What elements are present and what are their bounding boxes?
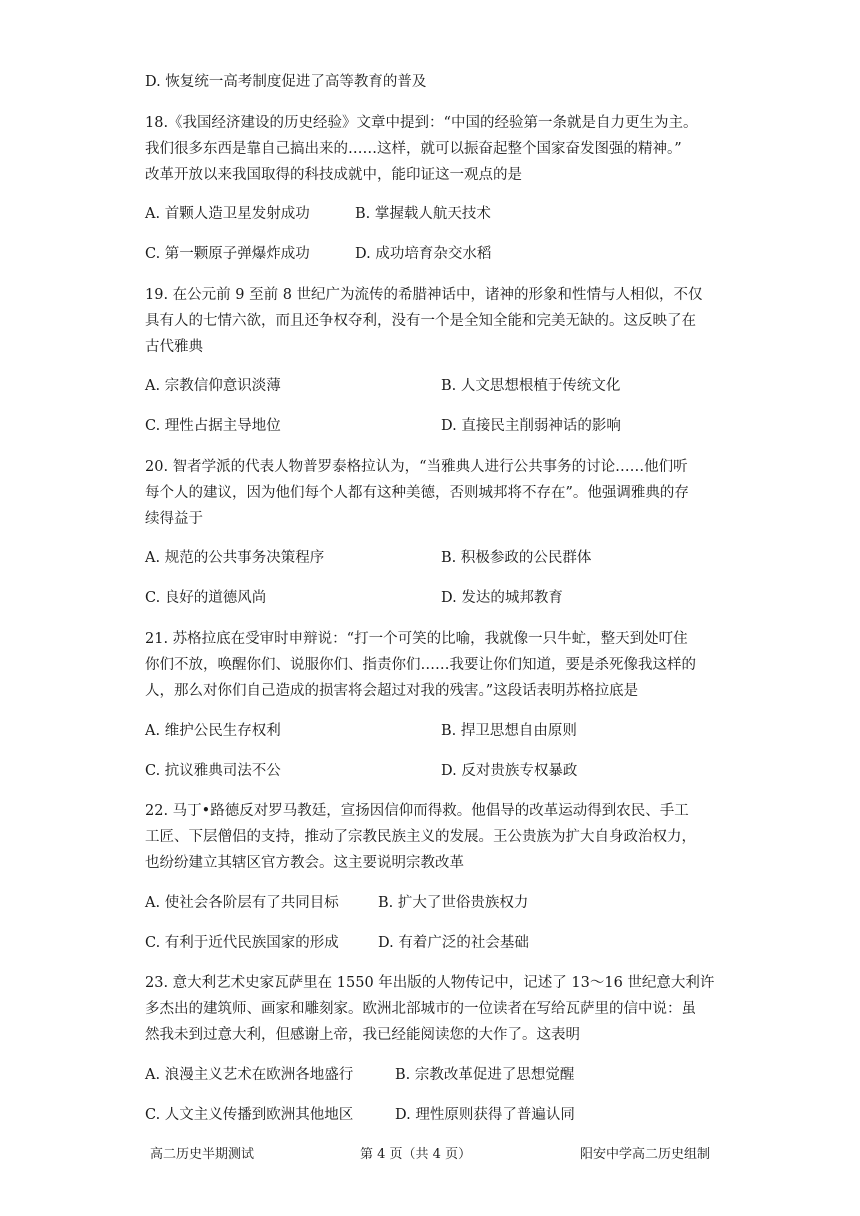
q23-option-d: D. 理性原则获得了普遍认同 [395,1107,575,1123]
q21-stem-line-2: 你们不放，唤醒你们、说服你们、指责你们……我要让你们知道，要是杀死像我这样的 [145,657,696,673]
q18-option-c: C. 第一颗原子弹爆炸成功 [145,246,310,262]
q18-stem-line-2: 我们很多东西是靠自己搞出来的……这样，就可以振奋起整个国家奋发图强的精神。” [145,141,682,157]
q20-stem-line-1: 20. 智者学派的代表人物普罗泰格拉认为，“当雅典人进行公共事务的讨论……他们听 [145,459,688,475]
q18-option-b: B. 掌握载人航天技术 [355,206,491,222]
q19-option-c: C. 理性占据主导地位 [145,418,281,434]
footer-right: 阳安中学高二历史组制 [580,1147,711,1162]
q18-stem-line-1: 18.《我国经济建设的历史经验》文章中提到：“中国的经验第一条就是自力更生为主。 [145,115,698,131]
q19-stem-line-3: 古代雅典 [145,339,203,355]
q21-stem-line-1: 21. 苏格拉底在受审时申辩说：“打一个可笑的比喻，我就像一只牛虻，整天到处叮住 [145,631,688,647]
q18-option-a: A. 首颗人造卫星发射成功 [145,206,310,222]
q22-option-a: A. 使社会各阶层有了共同目标 [145,895,339,911]
q22-option-c: C. 有利于近代民族国家的形成 [145,935,339,951]
q23-option-a: A. 浪漫主义艺术在欧洲各地盛行 [145,1067,354,1083]
q21-option-c: C. 抗议雅典司法不公 [145,763,281,779]
q18-stem-line-3: 改革开放以来我国取得的科技成就中，能印证这一观点的是 [145,167,522,183]
q22-stem-line-1: 22. 马丁•路德反对罗马教廷，宣扬因信仰而得救。他倡导的改革运动得到农民、手工 [145,803,689,819]
q22-stem-line-2: 工匠、下层僧侣的支持，推动了宗教民族主义的发展。王公贵族为扩大自身政治权力， [145,829,696,845]
q20-option-d: D. 发达的城邦教育 [441,590,563,606]
q20-stem-line-2: 每个人的建议，因为他们每个人都有这种美德，否则城邦将不存在”。他强调雅典的存 [145,485,689,501]
q23-stem-line-1: 23. 意大利艺术史家瓦萨里在 1550 年出版的人物传记中，记述了 13～16 世纪意大利许 [145,975,715,991]
q22-stem-line-3: 也纷纷建立其辖区官方教会。这主要说明宗教改革 [145,855,464,871]
q21-option-d: D. 反对贵族专权暴政 [441,763,578,779]
q22-option-b: B. 扩大了世俗贵族权力 [378,895,529,911]
q20-option-b: B. 积极参政的公民群体 [441,550,592,566]
q21-option-a: A. 维护公民生存权利 [145,723,281,739]
q23-option-b: B. 宗教改革促进了思想觉醒 [395,1067,575,1083]
q23-stem-line-3: 然我未到过意大利，但感谢上帝，我已经能阅读您的大作了。这表明 [145,1027,580,1043]
q18-option-d: D. 成功培育杂交水稻 [355,246,492,262]
q23-option-c: C. 人文主义传播到欧洲其他地区 [145,1107,354,1123]
q21-option-b: B. 捍卫思想自由原则 [441,723,577,739]
q19-stem-line-2: 具有人的七情六欲，而且还争权夺利，没有一个是全知全能和完美无缺的。这反映了在 [145,313,696,329]
q23-stem-line-2: 多杰出的建筑师、画家和雕刻家。欧洲北部城市的一位读者在写给瓦萨里的信中说：虽 [145,1001,696,1017]
q21-stem-line-3: 人，那么对你们自己造成的损害将会超过对我的残害。”这段话表明苏格拉底是 [145,683,639,699]
q20-option-a: A. 规范的公共事务决策程序 [145,550,325,566]
q19-option-b: B. 人文思想根植于传统文化 [441,378,621,394]
footer-left: 高二历史半期测试 [150,1147,255,1162]
q19-option-a: A. 宗教信仰意识淡薄 [145,378,281,394]
footer-page-number: 第 4 页（共 4 页） [360,1147,472,1162]
q17-option-d: D. 恢复统一高考制度促进了高等教育的普及 [145,74,427,90]
q22-option-d: D. 有着广泛的社会基础 [378,935,529,951]
q19-stem-line-1: 19. 在公元前 9 至前 8 世纪广为流传的希腊神话中，诸神的形象和性情与人相似，不仅 [145,287,703,303]
q20-option-c: C. 良好的道德风尚 [145,590,267,606]
q20-stem-line-3: 续得益于 [145,511,203,527]
q19-option-d: D. 直接民主削弱神话的影响 [441,418,621,434]
